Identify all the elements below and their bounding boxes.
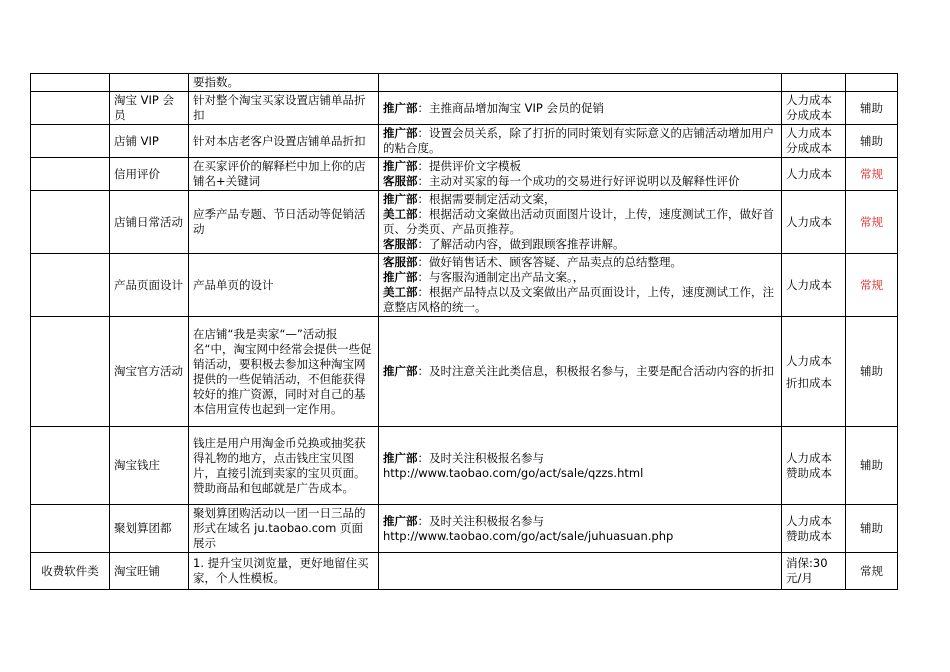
cost-item: 赞助成本	[786, 528, 832, 543]
table-row	[31, 191, 898, 254]
level-cell: 常规	[846, 158, 898, 191]
responsibility-line	[383, 514, 777, 544]
responsibility-cell	[379, 92, 782, 125]
category-cell	[31, 92, 110, 125]
table-row	[31, 254, 898, 317]
responsibility-line	[383, 174, 777, 189]
responsibility-line	[383, 285, 777, 315]
department-label: 推广部	[383, 126, 418, 140]
responsibility-text: ：及时注意关注此类信息，积极报名参与，主要是配合活动内容的折扣	[417, 364, 774, 378]
table-row	[31, 125, 898, 158]
department-label: 推广部	[383, 450, 418, 465]
cost-item: 折扣成本	[786, 375, 832, 390]
category-cell	[31, 158, 110, 191]
cost-cell	[782, 92, 846, 125]
item-name-cell: 淘宝 VIP 会员	[110, 92, 189, 125]
responsibility-cell	[379, 505, 782, 553]
cost-item: 人力成本	[786, 126, 832, 140]
table-row	[31, 553, 898, 590]
responsibility-text: ：主动对买家的每一个成功的交易进行好评说明以及解释性评价	[417, 174, 740, 188]
responsibility-line	[383, 126, 777, 156]
department-label: 客服部	[383, 255, 418, 269]
category-cell	[31, 254, 110, 317]
department-label: 推广部	[383, 100, 418, 115]
cost-item: 分成成本	[786, 108, 832, 122]
item-name-cell	[110, 74, 189, 92]
cost-cell	[782, 191, 846, 254]
responsibility-cell	[379, 158, 782, 191]
responsibility-line	[383, 255, 777, 270]
responsibility-line	[383, 207, 777, 237]
cost-cell	[782, 125, 846, 158]
cost-cell	[782, 317, 846, 427]
table-row	[31, 317, 898, 427]
level-cell: 常规	[846, 553, 898, 590]
department-label: 推广部	[383, 513, 418, 528]
category-cell	[31, 125, 110, 158]
responsibility-text: ：了解活动内容，做到跟顾客推荐讲解。	[417, 237, 625, 251]
responsibility-line	[383, 364, 777, 379]
cost-cell	[782, 427, 846, 505]
responsibility-cell	[379, 317, 782, 427]
cost-cell	[782, 505, 846, 553]
description-cell: 在店铺“我是卖家“—”活动报名“中，淘宝网中经常会提供一些促销活动，要积极去参加这种淘宝网提供的一些促销活动，不但能获得较好的推广资源，同时对自己的基本信用宣传也起到一定作用。	[189, 317, 379, 427]
description-cell: 聚划算团购活动以一团一日三品的形式在域名 ju.taobao.com 页面展示	[189, 505, 379, 553]
description-cell: 针对整个淘宝买家设置店铺单品折扣	[189, 92, 379, 125]
responsibility-line	[383, 159, 777, 174]
responsibility-line	[383, 237, 777, 252]
description-cell: 要指数。	[189, 74, 379, 92]
responsibility-line	[383, 270, 777, 285]
cost-item: 人力成本	[786, 166, 832, 181]
item-name-cell: 淘宝官方活动	[110, 317, 189, 427]
department-label: 推广部	[383, 364, 418, 378]
responsibility-cell	[379, 427, 782, 505]
department-label: 推广部	[383, 159, 418, 173]
cost-item: 人力成本	[786, 93, 832, 107]
item-name-cell: 淘宝旺铺	[110, 553, 189, 590]
item-name-cell: 产品页面设计	[110, 254, 189, 317]
level-cell: 辅助	[846, 505, 898, 553]
responsibility-text: ：做好销售话术、顾客答疑、产品卖点的总结整理。	[417, 255, 682, 269]
responsibility-text: ：及时关注积极报名参与 http://www.taobao.com/go/act/sale/juhuasuan.php	[383, 513, 674, 543]
responsibility-cell	[379, 191, 782, 254]
item-name-cell: 淘宝钱庄	[110, 427, 189, 505]
cost-item: 赞助成本	[786, 465, 832, 480]
activity-table	[30, 73, 898, 590]
responsibility-line	[383, 451, 777, 481]
cost-item: 消保:30元/月	[786, 556, 828, 585]
category-cell	[31, 191, 110, 254]
responsibility-text: ：根据产品特点以及文案做出产品页面设计，上传，速度测试工作，注意整店风格的统一。	[383, 285, 774, 314]
category-cell	[31, 505, 110, 553]
table-row	[31, 427, 898, 505]
category-cell	[31, 317, 110, 427]
level-cell: 辅助	[846, 317, 898, 427]
cost-item: 人力成本	[786, 214, 832, 229]
cost-item: 人力成本	[786, 450, 832, 465]
table-row	[31, 158, 898, 191]
level-cell: 常规	[846, 191, 898, 254]
responsibility-line	[383, 101, 777, 116]
description-cell: 针对本店老客户设置店铺单品折扣	[189, 125, 379, 158]
responsibility-text: ：根据需要制定活动文案，	[417, 192, 556, 206]
category-cell	[31, 74, 110, 92]
cost-cell	[782, 553, 846, 590]
level-cell	[846, 74, 898, 92]
cost-item: 人力成本	[786, 513, 832, 528]
department-label: 客服部	[383, 174, 418, 188]
cost-item: 人力成本	[786, 277, 832, 292]
item-name-cell: 信用评价	[110, 158, 189, 191]
item-name-cell: 店铺日常活动	[110, 191, 189, 254]
table-row	[31, 92, 898, 125]
department-label: 美工部	[383, 285, 418, 299]
responsibility-cell	[379, 254, 782, 317]
level-cell: 常规	[846, 254, 898, 317]
department-label: 客服部	[383, 237, 418, 251]
table-row	[31, 505, 898, 553]
cost-cell	[782, 254, 846, 317]
responsibility-text: ：及时关注积极报名参与 http://www.taobao.com/go/act/sale/qzzs.html	[383, 450, 644, 480]
department-label: 推广部	[383, 192, 418, 206]
item-name-cell: 店铺 VIP	[110, 125, 189, 158]
cost-item: 分成成本	[786, 141, 832, 155]
responsibility-text: ：与客服沟通制定出产品文案。，	[417, 270, 585, 284]
item-name-cell: 聚划算团都	[110, 505, 189, 553]
cost-cell	[782, 158, 846, 191]
description-cell: 1. 提升宝贝浏览量，更好地留住买家，个人性模板。	[189, 553, 379, 590]
description-cell: 在买家评价的解释栏中加上你的店铺名+关键词	[189, 158, 379, 191]
category-cell	[31, 427, 110, 505]
responsibility-text: ：主推商品增加淘宝 VIP 会员的促销	[417, 100, 605, 115]
responsibility-text: ：设置会员关系，除了打折的同时策划有实际意义的店铺活动增加用户的粘合度。	[383, 126, 774, 155]
description-cell: 应季产品专题、节日活动等促销活动	[189, 191, 379, 254]
responsibility-cell	[379, 553, 782, 590]
department-label: 推广部	[383, 270, 418, 284]
description-cell: 产品单页的设计	[189, 254, 379, 317]
description-cell: 钱庄是用户用淘金币兑换或抽奖获得礼物的地方，点击钱庄宝贝图片，直接引流到卖家的宝贝页面。赞助商品和包邮就是广告成本。	[189, 427, 379, 505]
cost-cell	[782, 74, 846, 92]
department-label: 美工部	[383, 207, 418, 221]
level-cell: 辅助	[846, 92, 898, 125]
responsibility-line	[383, 192, 777, 207]
responsibility-cell	[379, 125, 782, 158]
table-row	[31, 74, 898, 92]
category-cell: 收费软件类	[31, 553, 110, 590]
level-cell: 辅助	[846, 427, 898, 505]
responsibility-text: ：提供评价文字模板	[417, 159, 521, 173]
level-cell: 辅助	[846, 125, 898, 158]
responsibility-cell	[379, 74, 782, 92]
responsibility-text: ：根据活动文案做出活动页面图片设计，上传，速度测试工作，做好首页、分类页、产品页推荐。	[383, 207, 774, 236]
cost-item: 人力成本	[786, 353, 832, 368]
